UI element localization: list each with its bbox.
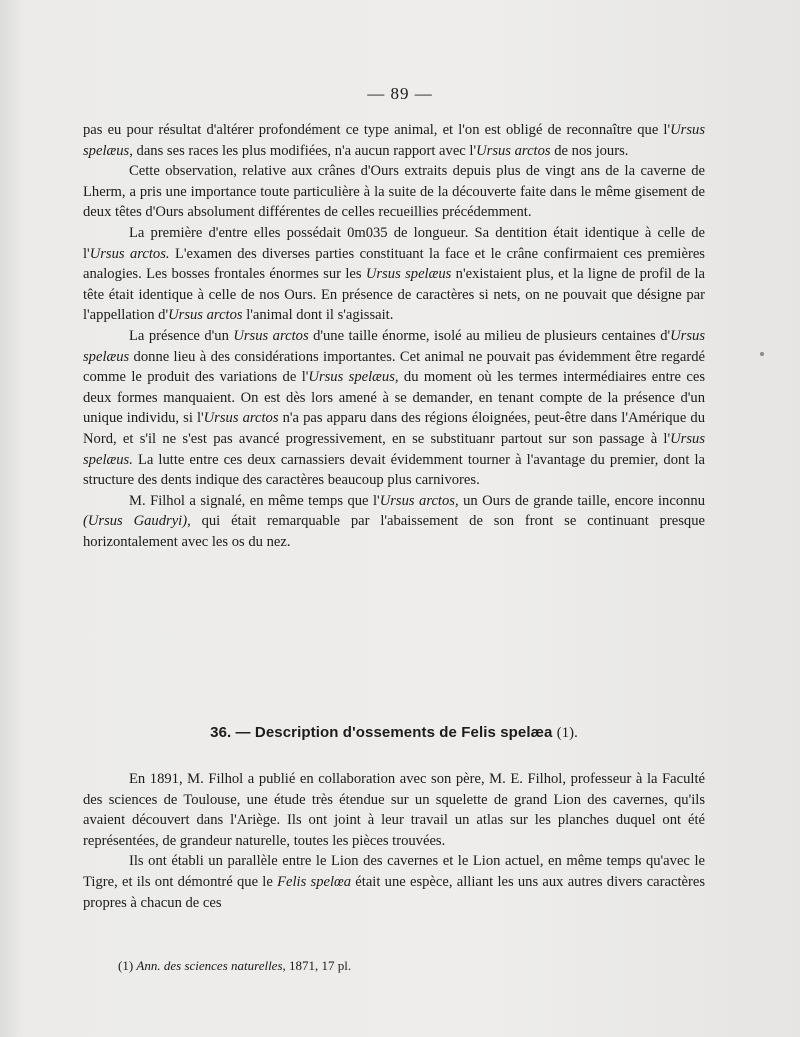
text-run: du moment où les termes intermédiaires entre ces deux formes manquaient. On est dès lors amené à se demander, en tenant compte de la présence d'un unique individu, si l' bbox=[83, 369, 705, 427]
paragraph bbox=[83, 491, 705, 553]
body-text-top bbox=[83, 120, 705, 552]
italic-run: Ursus arctos bbox=[476, 142, 551, 159]
text-run: Ils ont établi un parallèle entre le Lion des cavernes et le Lion actuel, en même temps qu'avec le Tigre, et ils ont démontré que le bbox=[83, 853, 705, 890]
paragraph bbox=[83, 851, 705, 913]
page-number: — 89 — bbox=[367, 84, 433, 103]
section-heading bbox=[83, 724, 705, 742]
italic-run: Ursus arctos, bbox=[379, 492, 459, 509]
text-run: M. Filhol a signalé, en même temps que l' bbox=[129, 492, 380, 509]
text-run: pas eu pour résultat d'altérer profondément ce type animal, et l'on est obligé de reconnaître que l' bbox=[83, 122, 671, 138]
text-run: qui était remarquable par l'abaissement de son front se continuant presque horizontalement avec les os du nez. bbox=[83, 513, 705, 550]
footnote-journal: Ann. des sciences naturelles, bbox=[136, 958, 286, 973]
italic-run: Ursus spelæus bbox=[83, 327, 705, 365]
paragraph bbox=[83, 769, 705, 851]
footnote-details: 1871, 17 pl. bbox=[289, 958, 352, 973]
footnote bbox=[118, 958, 351, 974]
text-run: Cette observation, relative aux crânes d'Ours extraits depuis plus de vingt ans de la caverne de Lherm, a pris une importance toute particulière à la suite de la découverte faite dans le même gisement de deux têtes d'Ours absolument différentes de celles recueillies précédemment. bbox=[83, 163, 705, 221]
text-run: L'examen des diverses parties constituant la face et le crâne confirmaient ces premières analogies. Les bosses frontales énormes sur les bbox=[83, 245, 705, 283]
italic-run: Ursus spelæus, bbox=[83, 122, 705, 159]
footnote-marker: (1) bbox=[118, 958, 134, 973]
text-run: d'une taille énorme, isolé au milieu de plusieurs centaines d' bbox=[308, 327, 671, 344]
text-run: était une espèce, alliant les uns aux autres divers caractères propres à chacun de ces bbox=[83, 873, 706, 911]
paragraph bbox=[83, 120, 705, 161]
text-run: n'a pas apparu dans des régions éloignées, peut-être dans l'Amérique du Nord, et s'il ne s'est pas avancé progressivement, en se substituanr partout sur son passage à l' bbox=[83, 410, 705, 447]
paragraph bbox=[83, 223, 705, 326]
text-run: La présence d'un bbox=[129, 327, 234, 344]
body-text-bottom bbox=[83, 769, 705, 913]
section-heading-text: 36. — Description d'ossements de Felis spelæa bbox=[210, 724, 553, 741]
text-run: La première d'entre elles possédait 0m035 de longueur. Sa dentition était identique à celle de l' bbox=[83, 224, 705, 262]
italic-run: Ursus arctos bbox=[233, 327, 309, 344]
italic-run: Ursus arctos. bbox=[89, 245, 170, 262]
text-run: En 1891, M. Filhol a publié en collaboration avec son père, M. E. Filhol, professeur à la Faculté des sciences de Toulouse, une étude très étendue sur un squelette de grand Lion des cavernes, qu'ils avaient découvert dans l'Ariège. Ils ont joint à leur travail un atlas sur les planches duquel ont été représentées, de grandeur naturelle, toutes les pièces trouvées. bbox=[83, 771, 705, 849]
text-run: dans ses races les plus modifiées, n'a aucun rapport avec l' bbox=[132, 142, 477, 159]
text-run: n'existaient plus, et la ligne de profil de la tête était identique à celle de nos Ours. En présence de caractères si nets, on ne pouvait que désigne par l'appellation d' bbox=[83, 266, 705, 324]
italic-run: Felis spelœa bbox=[277, 873, 352, 890]
speck bbox=[760, 352, 764, 356]
paragraph bbox=[83, 326, 705, 491]
italic-run: (Ursus Gaudryi), bbox=[83, 513, 191, 530]
text-run: de nos jours. bbox=[550, 142, 629, 159]
italic-run: Ursus arctos bbox=[168, 307, 243, 324]
text-run: un Ours de grande taille, encore inconnu bbox=[458, 492, 706, 509]
text-run: l'animal dont il s'agissait. bbox=[242, 307, 394, 324]
italic-run: Ursus spelæus, bbox=[308, 369, 399, 386]
italic-run: Ursus spelæus. bbox=[83, 430, 705, 468]
italic-run: Ursus arctos bbox=[203, 410, 279, 427]
footnote-reference: (1). bbox=[556, 725, 578, 741]
paragraph bbox=[83, 161, 705, 223]
italic-run: Ursus spelæus bbox=[365, 266, 452, 283]
text-run: La lutte entre ces deux carnassiers devait évidemment tourner à l'avantage du premier, dont la structure des dents indique des caractères beaucoup plus carnivores. bbox=[83, 451, 705, 489]
text-run: donne lieu à des considérations importantes. Cet animal ne pouvait pas évidemment être regardé comme le produit des variations de l' bbox=[83, 348, 705, 386]
